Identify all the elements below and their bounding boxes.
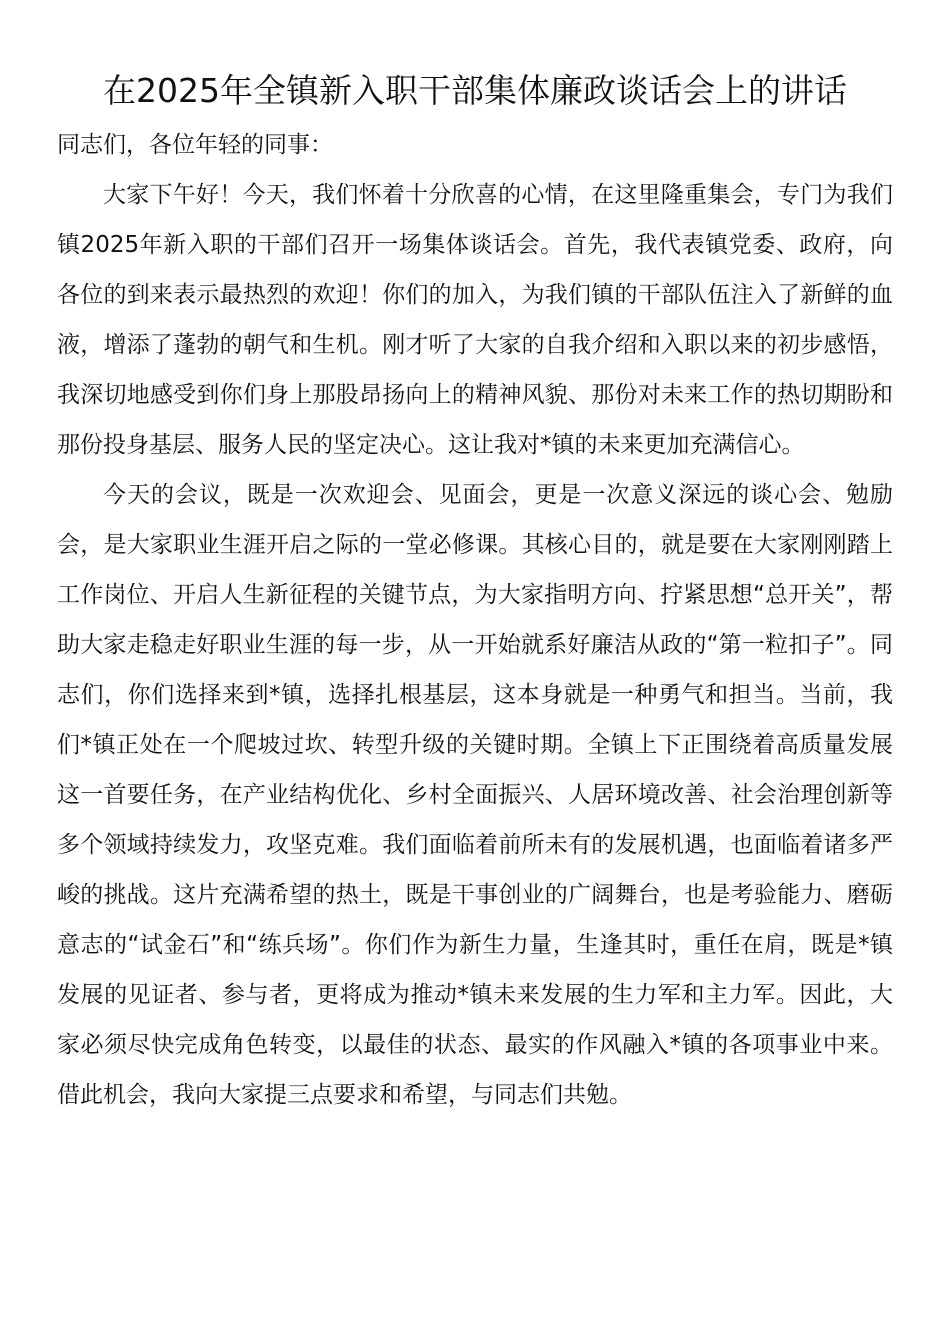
document-page (57, 62, 893, 1120)
document-title: 在2025年全镇新入职干部集体廉政谈话会上的讲话 (103, 71, 847, 110)
salutation: 同志们，各位年轻的同事： (57, 132, 333, 158)
paragraph-2: 今天的会议，既是一次欢迎会、见面会，更是一次意义深远的谈心会、勉励会，是大家职业生涯开启之际的一堂必修课。其核心目的，就是要在大家刚刚踏上工作岗位、开启人生新征程的关键节点，为大家指明方向、拧紧思想“总开关”，帮助大家走稳走好职业生涯的每一步，从一开始就系好廉洁从政的“第一粒扣子”。同志们，你们选择来到*镇，选择扎根基层，这本身就是一种勇气和担当。当前，我们*镇正处在一个爬坡过坎、转型升级的关键时期。全镇上下正围绕着高质量发展这一首要任务，在产业结构优化、乡村全面振兴、人居环境改善、社会治理创新等多个领域持续发力，攻坚克难。我们面临着前所未有的发展机遇，也面临着诸多严峻的挑战。这片充满希望的热土，既是干事创业的广阔舞台，也是考验能力、磨砺意志的“试金石”和“练兵场”。你们作为新生力量，生逢其时，重任在肩，既是*镇发展的见证者、参与者，更将成为推动*镇未来发展的生力军和主力军。因此，大家必须尽快完成角色转变，以最佳的状态、最实的作风融入*镇的各项事业中来。借此机会，我向大家提三点要求和希望，与同志们共勉。 (57, 482, 893, 1108)
paragraph-1: 大家下午好！今天，我们怀着十分欣喜的心情，在这里隆重集会，专门为我们镇2025年新入职的干部们召开一场集体谈话会。首先，我代表镇党委、政府，向各位的到来表示最热烈的欢迎！你们的加入，为我们镇的干部队伍注入了新鲜的血液，增添了蓬勃的朝气和生机。刚才听了大家的自我介绍和入职以来的初步感悟，我深切地感受到你们身上那股昂扬向上的精神风貌、那份对未来工作的热切期盼和那份投身基层、服务人民的坚定决心。这让我对*镇的未来更加充满信心。 (57, 182, 893, 458)
